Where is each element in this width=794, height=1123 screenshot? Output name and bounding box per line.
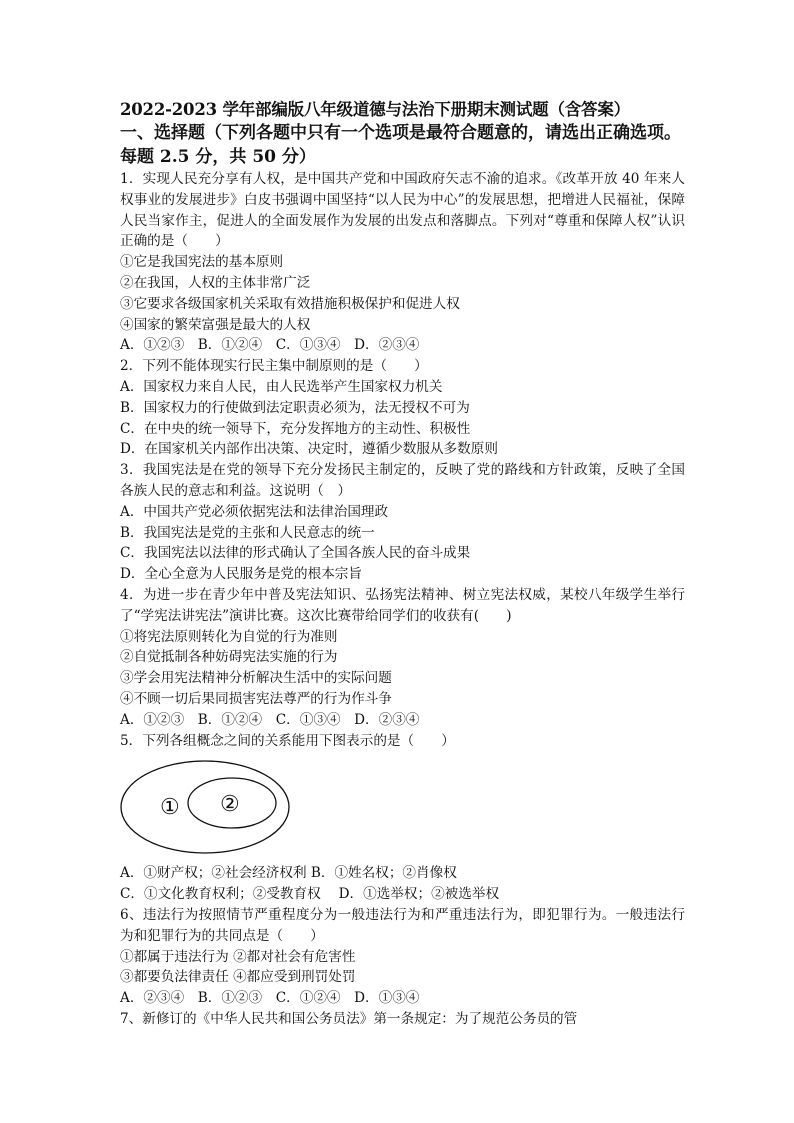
statement-item: ③学会用宪法精神分析解决生活中的实际问题 bbox=[120, 670, 392, 687]
statement-item: ④不顾一切后果同损害宪法尊严的行为作斗争 bbox=[120, 690, 392, 707]
answer-options: A．①②③ B．①②④ C．①③④ D．②③④ bbox=[120, 337, 420, 354]
answer-option: A．国家权力来自人民，由人民选举产生国家权力机关 bbox=[120, 378, 443, 395]
question-stem: 6、违法行为按照情节严重程度分为一般违法行为和严重违法行为，即犯罪行为。一般违法行为和犯罪行为的共同点是（ ） bbox=[120, 906, 685, 944]
question-4 bbox=[120, 585, 685, 731]
document-title: 2022-2023 学年部编版八年级道德与法治下册期末测试题（含答案） bbox=[120, 100, 630, 119]
statement-item: ①它是我国宪法的基本原则 bbox=[120, 254, 284, 271]
answer-options: A．①财产权；②社会经济权利 B．①姓名权；②肖像权 bbox=[120, 865, 457, 882]
statement-item: ③都要负法律责任 ④都应受到刑罚处罚 bbox=[120, 969, 356, 986]
inner-label: ② bbox=[220, 792, 240, 818]
statement-item: ②在我国，人权的主体非常广泛 bbox=[120, 274, 311, 291]
statement-item: ③它要求各级国家机关采取有效措施积极保护和促进人权 bbox=[120, 295, 460, 312]
answer-option: D．全心全意为人民服务是党的根本宗旨 bbox=[120, 566, 362, 583]
answer-option: B．我国宪法是党的主张和人民意志的统一 bbox=[120, 524, 375, 541]
outer-label: ① bbox=[160, 795, 180, 821]
answer-option: B．国家权力的行使做到法定职责必须为，法无授权不可为 bbox=[120, 399, 470, 416]
statement-item: ①将宪法原则转化为自觉的行为准则 bbox=[120, 628, 338, 645]
statement-item: ①都属于违法行为 ②都对社会有危害性 bbox=[120, 948, 356, 965]
question-stem: 5．下列各组概念之间的关系能用下图表示的是（ ） bbox=[120, 732, 455, 749]
question-stem: 7、新修订的《中华人民共和国公务员法》第一条规定：为了规范公务员的管 bbox=[120, 1010, 578, 1027]
outer-ellipse bbox=[121, 761, 289, 853]
question-3 bbox=[120, 460, 685, 585]
question-stem: 2．下列不能体现实行民主集中制原则的是（ ） bbox=[120, 358, 428, 375]
section-heading: 一、选择题（下列各题中只有一个选项是最符合题意的，请选出正确选项。每题 2.5 分，共 50 分） bbox=[120, 123, 681, 167]
answer-options: C．①文化教育权利；②受教育权 D．①选举权；②被选举权 bbox=[120, 886, 500, 903]
answer-options: A．②③④ B．①②③ C．①②④ D．①③④ bbox=[120, 990, 420, 1007]
nested-ellipse-figure bbox=[120, 751, 685, 863]
question-2 bbox=[120, 356, 685, 460]
question-6 bbox=[120, 905, 685, 1009]
answer-option: C．我国宪法以法律的形式确认了全国各族人民的奋斗成果 bbox=[120, 545, 471, 562]
question-1 bbox=[120, 169, 685, 356]
answer-option: D．在国家机关内部作出决策、决定时，遵循少数服从多数原则 bbox=[120, 441, 498, 458]
answer-option: A．中国共产党必须依据宪法和法律治国理政 bbox=[120, 503, 389, 520]
statement-item: ②自觉抵制各种妨碍宪法实施的行为 bbox=[120, 649, 338, 666]
answer-options: A．①②③ B．①②④ C．①③④ D．②③④ bbox=[120, 711, 420, 728]
question-stem: 4．为进一步在青少年中普及宪法知识、弘扬宪法精神、树立宪法权威，某校八年级学生举行了“学宪法讲宪法”演讲比赛。这次比赛带给同学们的收获有( ) bbox=[120, 586, 685, 624]
question-7 bbox=[120, 1009, 685, 1030]
statement-item: ④国家的繁荣富强是最大的人权 bbox=[120, 316, 311, 333]
question-5 bbox=[120, 731, 685, 905]
answer-option: C．在中央的统一领导下，充分发挥地方的主动性、积极性 bbox=[120, 420, 471, 437]
ellipse-diagram bbox=[120, 759, 300, 855]
page-content bbox=[120, 99, 685, 1030]
question-stem: 3．我国宪法是在党的领导下充分发扬民主制定的，反映了党的路线和方针政策，反映了全国各族人民的意志和利益。这说明（ ） bbox=[120, 462, 685, 499]
question-stem: 1．实现人民充分享有人权，是中国共产党和中国政府矢志不渝的追求。《改革开放 40 年来人权事业的发展进步》白皮书强调中国坚持“以人民为中心”的发展思想，把增进人民福祉，保障人民当家作主，促进人的全面发展作为发展的出发点和落脚点。下列对“尊重和保障人权”认识正确的是（ ） bbox=[120, 171, 685, 250]
